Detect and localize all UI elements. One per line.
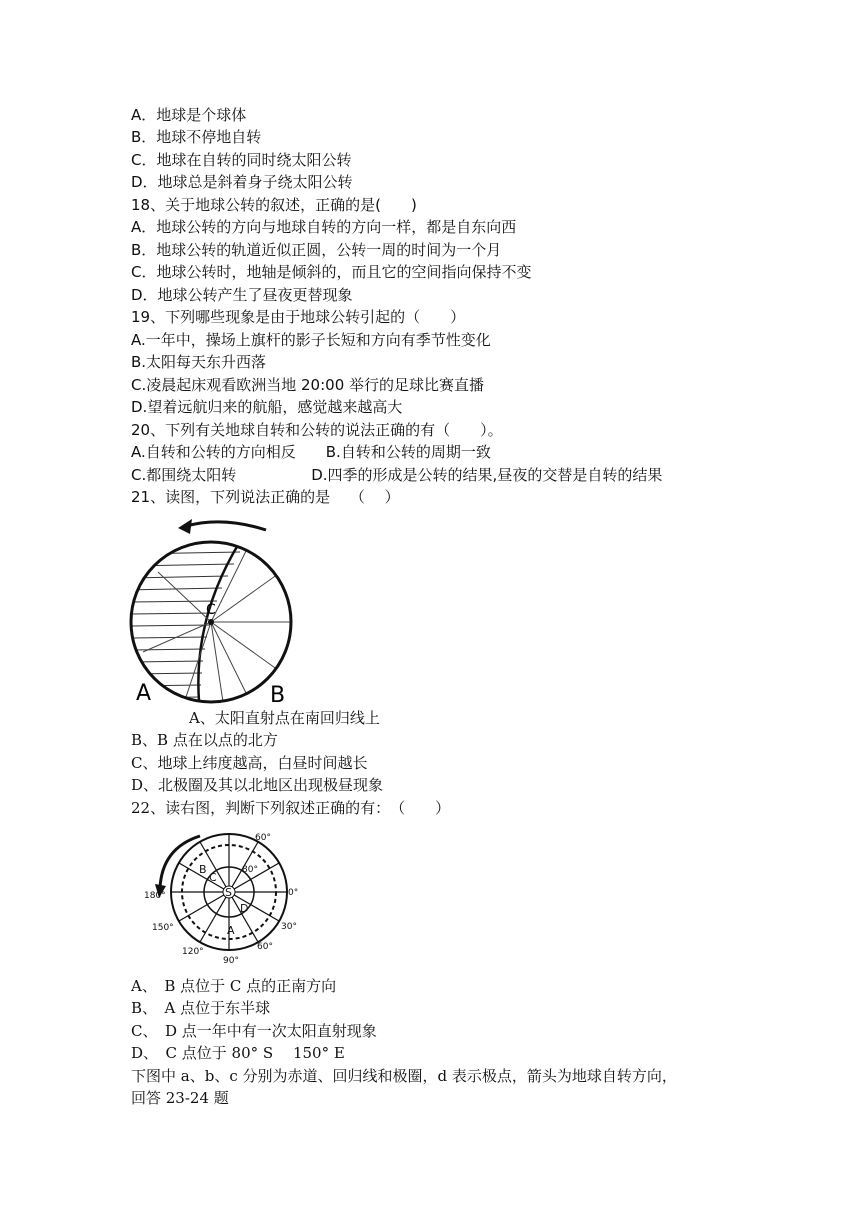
figure-21-label-c: C — [206, 602, 216, 618]
q20-options-cd: C.都围绕太阳转 D.四季的形成是公转的结果,昼夜的交替是自转的结果 — [131, 466, 663, 484]
line-1: A．地球是个球体 — [131, 106, 247, 124]
line-2: B．地球不停地自转 — [131, 128, 262, 146]
question-20-stem: 20、下列有关地球自转和公转的说法正确的有（ ）。 — [131, 421, 503, 439]
q19-option-d: D.望着远航归来的航船，感觉越来越高大 — [131, 398, 403, 416]
q20-options-ab: A.自转和公转的方向相反 B.自转和公转的周期一致 — [131, 443, 491, 461]
q21-option-a: A、太阳直射点在南回归线上 — [189, 709, 380, 727]
figure-21-label-a: A — [136, 681, 152, 706]
q19-option-a: A.一年中，操场上旗杆的影子长短和方向有季节性变化 — [131, 331, 491, 349]
fig22-label-90: 90° — [223, 956, 239, 966]
fig22-point-s: S — [225, 886, 232, 899]
question-21-stem: 21、读图，下列说法正确的是 （ ） — [131, 488, 400, 506]
line-3: C．地球在自转的同时绕太阳公转 — [131, 151, 352, 169]
fig22-point-b: B — [199, 863, 207, 876]
question-22-stem: 22、读右图，判断下列叙述正确的有： （ ） — [131, 799, 451, 817]
q19-option-b: B.太阳每天东升西落 — [131, 353, 267, 371]
closing-line-2: 回答 23-24 题 — [131, 1089, 229, 1107]
fig22-label-30: 30° — [281, 922, 297, 932]
q18-option-d: D．地球公转产生了昼夜更替现象 — [131, 286, 353, 304]
figure-21-label-b: B — [270, 683, 286, 708]
fig22-label-80: 80° — [242, 865, 258, 875]
q22-option-c: C、 D 点一年中有一次太阳直射现象 — [131, 1022, 377, 1040]
fig22-label-60-top: 60° — [255, 833, 271, 843]
rotation-arrow-icon — [186, 522, 266, 530]
fig22-point-c: C — [209, 871, 217, 884]
fig22-label-180: 180° — [144, 891, 166, 901]
question-18-stem: 18、关于地球公转的叙述，正确的是( ) — [131, 196, 417, 214]
q21-option-c: C、地球上纬度越高，白昼时间越长 — [131, 754, 368, 772]
fig22-label-120: 120° — [182, 947, 204, 957]
closing-line-1: 下图中 a、b、c 分别为赤道、回归线和极圈，d 表示极点，箭头为地球自转方向， — [131, 1067, 677, 1085]
question-19-stem: 19、下列哪些现象是由于地球公转引起的（ ） — [131, 308, 466, 326]
q18-option-c: C．地球公转时，地轴是倾斜的，而且它的空间指向保持不变 — [131, 263, 532, 281]
q21-option-d: D、北极圈及其以北地区出现极昼现象 — [131, 776, 384, 794]
q19-option-c: C.凌晨起床观看欧洲当地 20:00 举行的足球比赛直播 — [131, 376, 485, 394]
fig22-label-0: 0° — [288, 888, 299, 898]
figure-22-polar-diagram — [140, 826, 310, 966]
line-4: D．地球总是斜着身子绕太阳公转 — [131, 173, 353, 191]
fig22-point-d: D — [240, 902, 249, 915]
fig22-point-a: A — [227, 924, 235, 937]
fig22-label-60-bottom: 60° — [257, 942, 273, 952]
q22-option-b: B、 A 点位于东半球 — [131, 999, 271, 1017]
q21-option-b: B、B 点在以点的北方 — [131, 731, 278, 749]
q18-option-b: B．地球公转的轨道近似正圆，公转一周的时间为一个月 — [131, 241, 502, 259]
fig22-label-150: 150° — [152, 923, 174, 933]
q22-option-a: A、 B 点位于 C 点的正南方向 — [131, 977, 337, 995]
q22-option-d: D、 C 点位于 80° S 150° E — [131, 1044, 345, 1062]
figure-21-illumination-diagram — [128, 512, 298, 712]
q18-option-a: A．地球公转的方向与地球自转的方向一样，都是自东向西 — [131, 218, 517, 236]
